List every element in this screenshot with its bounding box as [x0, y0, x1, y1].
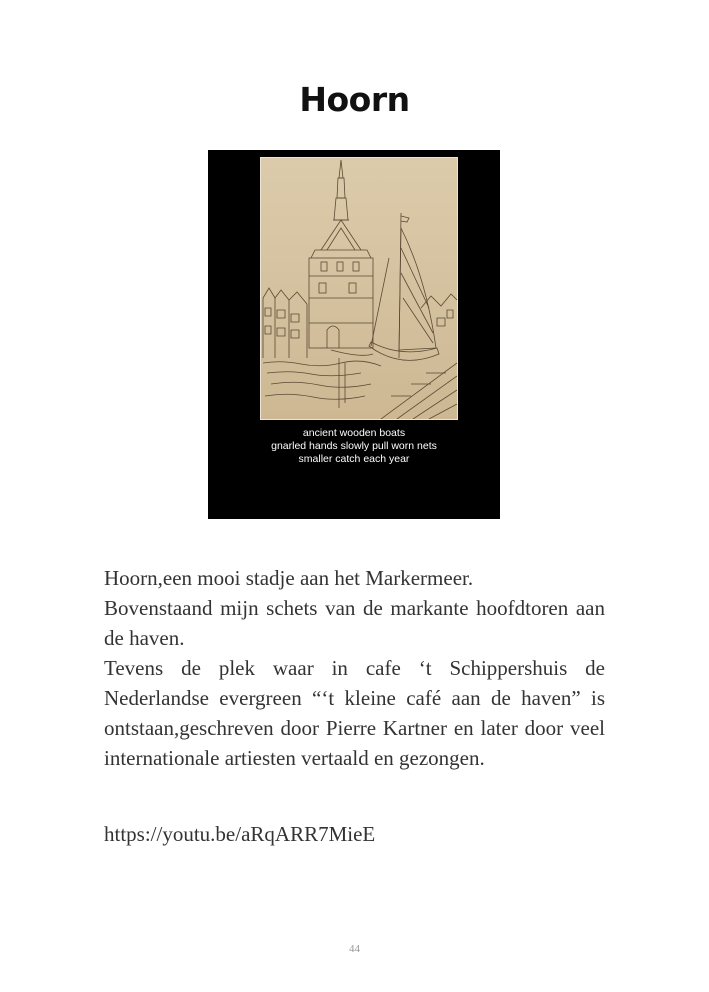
paragraph: Hoorn,een mooi stadje aan het Markermeer.: [104, 566, 474, 590]
caption-line: gnarled hands slowly pull worn nets: [271, 440, 437, 452]
paragraph: Tevens de plek waar in cafe ‘t Schippershuis de Nederlandse evergreen “‘t kleine café aan de haven” is ontstaan,geschreven door Pierre Kartner en later door veel internationale artiesten vertaald en gezongen.: [104, 656, 605, 770]
youtube-link[interactable]: https://youtu.be/aRqARR7MieE: [104, 822, 376, 846]
page-number: 44: [349, 943, 360, 955]
haiku-caption: [208, 427, 500, 466]
sketch-figure: [208, 150, 500, 519]
harbour-tower-sketch: [260, 157, 458, 420]
sketch-drawing: [261, 158, 457, 419]
caption-line: smaller catch each year: [298, 453, 410, 465]
page-title: Hoorn: [299, 80, 410, 119]
paragraph: Bovenstaand mijn schets van de markante hoofdtoren aan de haven.: [104, 596, 605, 650]
caption-line: ancient wooden boats: [302, 427, 406, 439]
body-text: [104, 563, 605, 773]
